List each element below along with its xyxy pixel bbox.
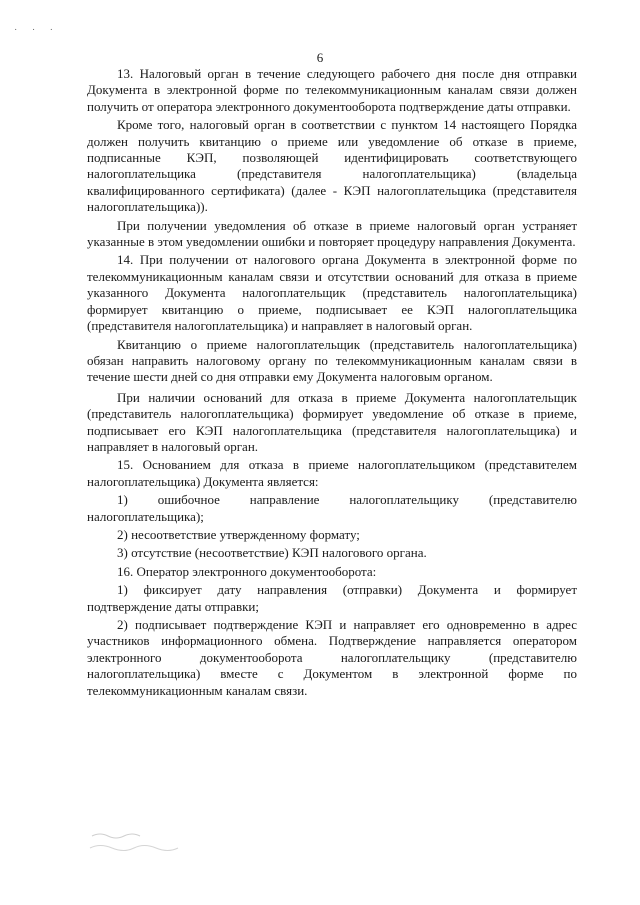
paragraph-13: 13. Налоговый орган в течение следующего рабочего дня после дня отправки Документа в электронной форме по телекоммуникационным каналам связи должен получить от оператора электронного документооборота подтверждение даты отправки. bbox=[87, 66, 577, 114]
paragraph-receipt: Кроме того, налоговый орган в соответствии с пунктом 14 настоящего Порядка должен получить квитанцию о приеме или уведомление об отказе в приеме, подписанные КЭП, позволяющей идентифицировать соответствующего налогоплательщика (представителя налогоплательщика) (владельца квалифицированного сертификата) (далее - КЭП налогоплательщика (представителя налогоплательщика)). bbox=[87, 117, 577, 215]
list-item-15-2: 2) несоответствие утвержденному формату; bbox=[117, 526, 360, 542]
paragraph-15: 15. Основанием для отказа в приеме налогоплательщиком (представителем налогоплательщика) Документа является: bbox=[87, 457, 577, 489]
faint-stamp bbox=[88, 828, 208, 854]
list-item-15-1: 1) ошибочное направление налогоплательщику (представителю налогоплательщика); bbox=[87, 492, 577, 524]
page-number: 6 bbox=[316, 50, 324, 65]
paragraph-refusal-grounds-present: При наличии оснований для отказа в приеме Документа налогоплательщик (представитель налогоплательщика) формирует уведомление об отказе в приеме, подписывает его КЭП налогоплательщика (представителя налогоплательщика) и направляет в налоговый орган. bbox=[87, 389, 577, 454]
paragraph-refusal-notice: При получении уведомления об отказе в приеме налоговый орган устраняет указанные в этом уведомлении ошибки и повторяет процедуру направления Документа. bbox=[87, 217, 577, 250]
document-body bbox=[87, 66, 577, 699]
list-item-15-3: 3) отсутствие (несоответствие) КЭП налогового органа. bbox=[117, 545, 427, 561]
paragraph-16: 16. Оператор электронного документооборота: bbox=[117, 563, 377, 579]
scan-marks: ˙ ˙ ˙ bbox=[14, 28, 59, 39]
paragraph-14: 14. При получении от налогового органа Документа в электронной форме по телекоммуникационным каналам связи и отсутствии оснований для отказа в приеме указанного Документа налогоплательщик (представитель налогоплательщика) формирует квитанцию о приеме, подписывает ее КЭП налогоплательщика (представителя налогоплательщика) и направляет в налоговый орган. bbox=[87, 252, 577, 334]
list-item-16-2: 2) подписывает подтверждение КЭП и направляет его одновременно в адрес участников информационного обмена. Подтверждение направляется оператором электронного документооборота налогоплательщику (представителю налогоплательщика) вместе с Документом в электронной форме по телекоммуникационным каналам связи. bbox=[87, 617, 577, 698]
paragraph-receipt-deadline: Квитанцию о приеме налогоплательщик (представитель налогоплательщика) обязан направить налоговому органу по телекоммуникационным каналам связи в течение шести дней со дня отправки ему Документа налоговым органом. bbox=[87, 336, 577, 385]
list-item-16-1: 1) фиксирует дату направления (отправки) Документа и формирует подтверждение даты отправки; bbox=[87, 582, 577, 614]
